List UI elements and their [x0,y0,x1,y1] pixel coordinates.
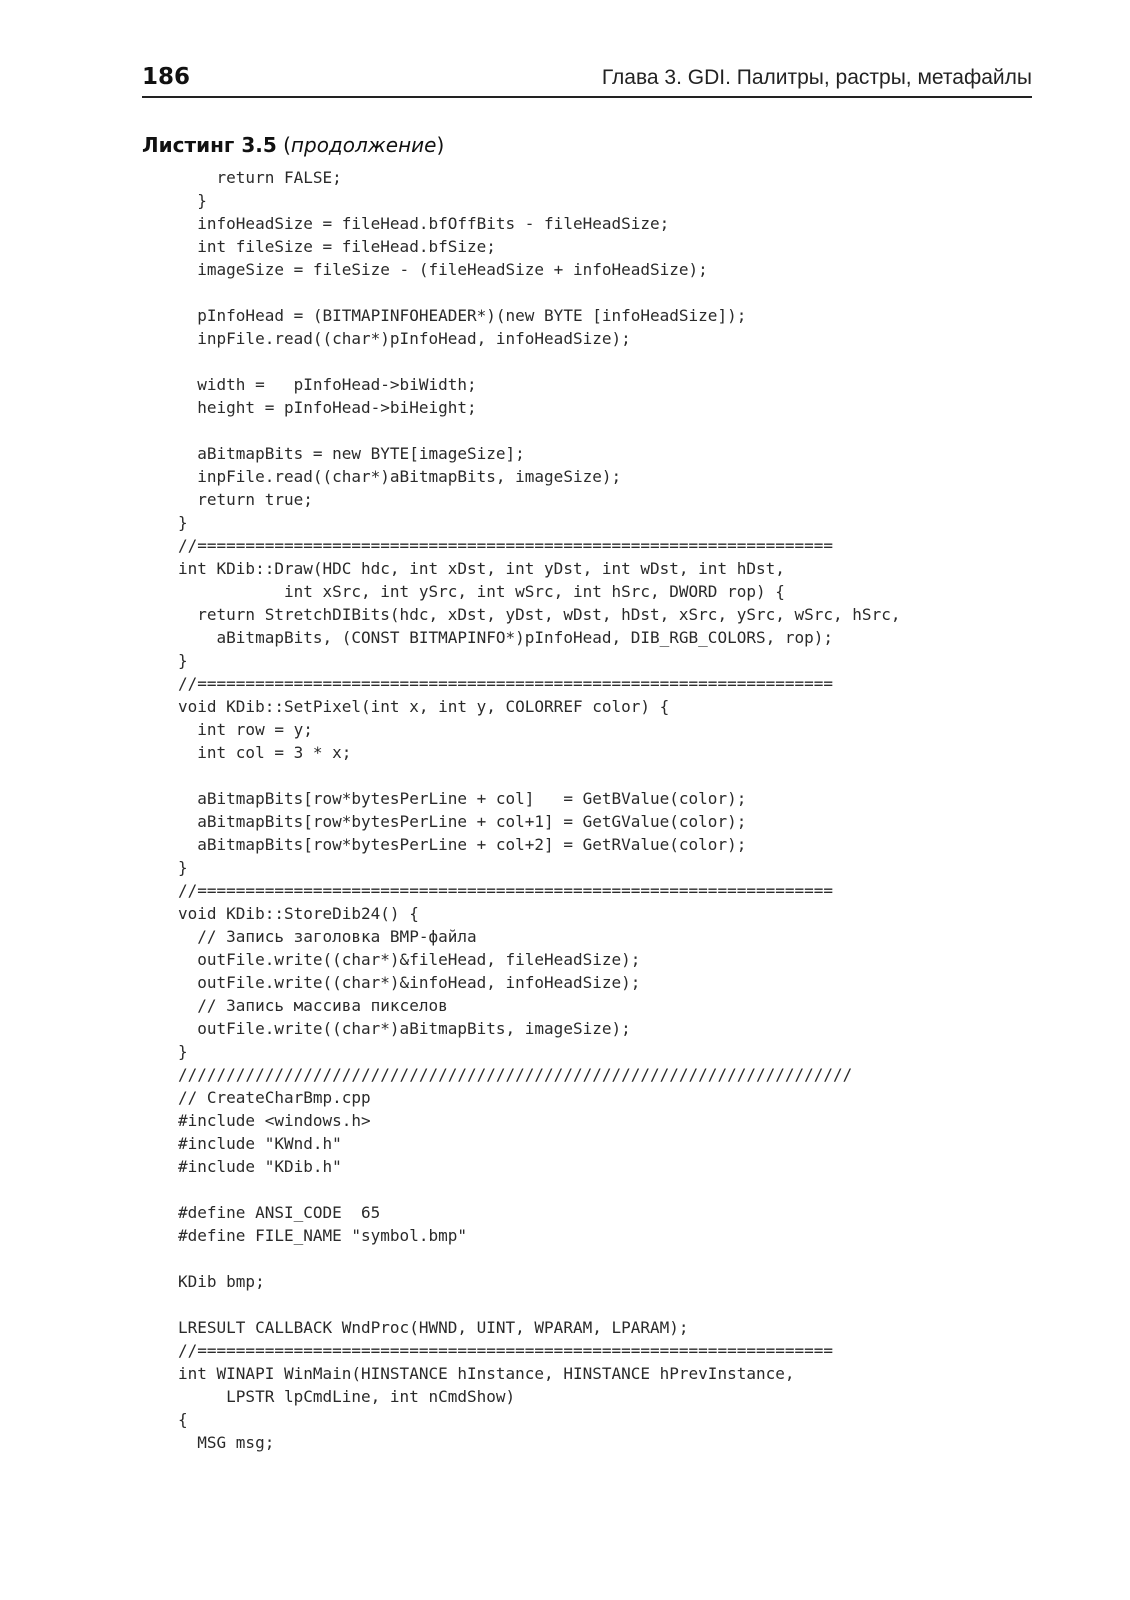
code-line: outFile.write((char*)&infoHead, infoHeadSize); [178,973,641,992]
listing-label: Листинг 3.5 [142,133,277,157]
code-line: infoHeadSize = fileHead.bfOffBits - fileHeadSize; [178,214,670,233]
code-line: return FALSE; [178,168,342,187]
code-line: aBitmapBits = new BYTE[imageSize]; [178,444,525,463]
code-line: } [178,1042,188,1061]
code-line: aBitmapBits[row*bytesPerLine + col+1] = GetGValue(color); [178,812,747,831]
page-number: 186 [142,64,191,90]
code-line [178,764,900,787]
code-line: #include "KWnd.h" [178,1134,342,1153]
code-line: } [178,191,207,210]
code-line: inpFile.read((char*)pInfoHead, infoHeadSize); [178,329,631,348]
code-line: //================================================================== [178,674,834,693]
code-line: LPSTR lpCmdLine, int nCmdShow) [178,1387,516,1406]
code-line: #include "KDib.h" [178,1157,342,1176]
code-line: inpFile.read((char*)aBitmapBits, imageSize); [178,467,622,486]
code-line: return StretchDIBits(hdc, xDst, yDst, wDst, hDst, xSrc, ySrc, wSrc, hSrc, [178,605,901,624]
code-line: aBitmapBits, (CONST BITMAPINFO*)pInfoHead, DIB_RGB_COLORS, rop); [178,628,834,647]
code-line: KDib bmp; [178,1272,265,1291]
page-header [142,60,1032,98]
code-line: void KDib::StoreDib24() { [178,904,419,923]
code-line [178,281,900,304]
code-line: { [178,1410,188,1429]
code-line: aBitmapBits[row*bytesPerLine + col] = GetBValue(color); [178,789,747,808]
code-line: // Запись массива пикселов [178,996,448,1015]
code-line: #define ANSI_CODE 65 [178,1203,381,1222]
code-line: } [178,513,188,532]
code-line: ////////////////////////////////////////////////////////////////////// [178,1065,853,1084]
code-line [178,1293,900,1316]
code-line: #include <windows.h> [178,1111,371,1130]
code-line: int WINAPI WinMain(HINSTANCE hInstance, HINSTANCE hPrevInstance, [178,1364,795,1383]
code-line: //================================================================== [178,881,834,900]
code-line [178,1247,900,1270]
listing-note: продолжение [290,133,437,157]
code-line: pInfoHead = (BITMAPINFOHEADER*)(new BYTE [infoHeadSize]); [178,306,747,325]
listing-close-paren: ) [436,133,445,157]
code-line: //================================================================== [178,536,834,555]
listing-caption [142,133,444,157]
code-line: //================================================================== [178,1341,834,1360]
code-listing [178,166,900,1454]
code-line [178,350,900,373]
code-line: #define FILE_NAME "symbol.bmp" [178,1226,467,1245]
listing-open-paren: ( [283,133,291,157]
code-line: int KDib::Draw(HDC hdc, int xDst, int yDst, int wDst, int hDst, [178,559,785,578]
code-line: MSG msg; [178,1433,275,1452]
code-line [178,419,900,442]
code-line: } [178,858,188,877]
code-line: height = pInfoHead->biHeight; [178,398,477,417]
code-line: int xSrc, int ySrc, int wSrc, int hSrc, DWORD rop) { [178,582,785,601]
code-line: int fileSize = fileHead.bfSize; [178,237,496,256]
code-line: LRESULT CALLBACK WndProc(HWND, UINT, WPARAM, LPARAM); [178,1318,689,1337]
code-line: int col = 3 * x; [178,743,352,762]
code-line: // CreateCharBmp.cpp [178,1088,371,1107]
code-line: int row = y; [178,720,313,739]
code-line: outFile.write((char*)&fileHead, fileHeadSize); [178,950,641,969]
code-line: imageSize = fileSize - (fileHeadSize + infoHeadSize); [178,260,708,279]
code-line: return true; [178,490,313,509]
code-line: width = pInfoHead->biWidth; [178,375,477,394]
code-line: aBitmapBits[row*bytesPerLine + col+2] = GetRValue(color); [178,835,747,854]
code-line: void KDib::SetPixel(int x, int y, COLORREF color) { [178,697,670,716]
code-line: // Запись заголовка BMP-файла [178,927,477,946]
code-line: } [178,651,188,670]
code-line: outFile.write((char*)aBitmapBits, imageSize); [178,1019,631,1038]
code-line [178,1178,900,1201]
running-title: Глава 3. GDI. Палитры, растры, метафайлы [601,66,1032,89]
